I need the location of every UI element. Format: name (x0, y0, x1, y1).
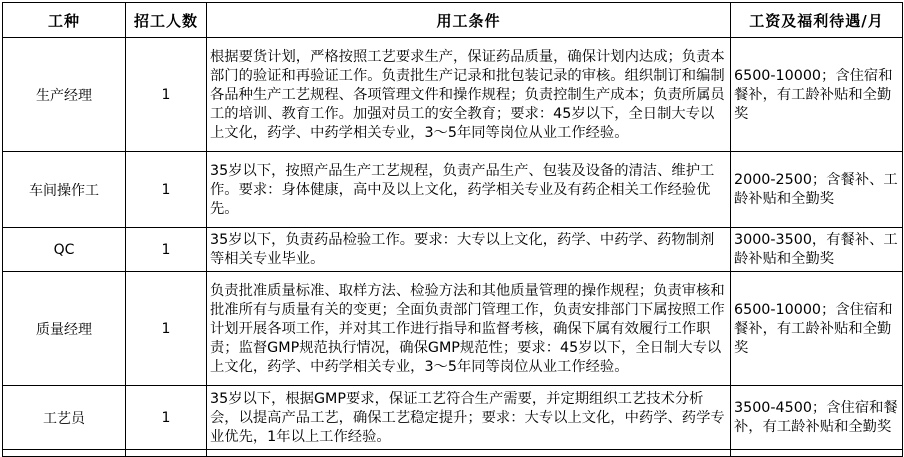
table-row (3, 386, 903, 450)
job-conditions: 35岁以下，根据GMP要求，保证工艺符合生产需要，并定期组织工艺技术分析会，以提高产品工艺，确保工艺稳定提升；要求：大专以上文化，中药学、药学专业优先，1年以上工作经验。 (207, 386, 731, 450)
table-row (3, 272, 903, 386)
table-row (3, 152, 903, 228)
table-row (3, 228, 903, 272)
job-pay: 3000-3500，有餐补、工龄补贴和全勤奖 (731, 228, 903, 272)
job-count: 1 (126, 228, 207, 272)
job-name: 工艺员 (3, 386, 126, 450)
job-pay: 2000-2500；含餐补、工龄补贴和全勤奖 (731, 152, 903, 228)
header-conditions: 用工条件 (207, 3, 731, 38)
job-count: 1 (126, 38, 207, 152)
partial-cell (207, 450, 731, 457)
job-pay: 6500-10000；含住宿和餐补，有工龄补贴和全勤奖 (731, 38, 903, 152)
job-conditions: 负责批准质量标准、取样方法、检验方法和其他质量管理的操作规程；负责审核和批准所有与质量有关的变更；全面负责部门管理工作，负责安排部门下属按照工作计划开展各项工作，并对其工作进行指导和监督考核，确保下属有效履行工作职责；监督GMP规范执行情况，确保GMP规范性；要求：45岁以下，全日制大专以上文化，药学、中药学相关专业，3～5年同等岗位从业工作经验。 (207, 272, 731, 386)
partial-cell (731, 450, 903, 457)
partial-cell (126, 450, 207, 457)
table-row (3, 38, 903, 152)
header-count: 招工人数 (126, 3, 207, 38)
job-name: QC (3, 228, 126, 272)
table-row-partial (3, 450, 903, 457)
job-pay: 6500-10000；含住宿和餐补，有工龄补贴和全勤奖 (731, 272, 903, 386)
header-pay: 工资及福利待遇/月 (731, 3, 903, 38)
job-conditions: 根据要货计划，严格按照工艺要求生产，保证药品质量，确保计划内达成；负责本部门的验证和再验证工作。负责批生产记录和批包装记录的审核。组织制订和编制各品种生产工艺规程、各项管理文件和操作规程；负责控制生产成本；负责所属员工的培训、教育工作。加强对员工的安全教育；要求：45岁以下，全日制大专以上文化，药学、中药学相关专业，3～5年同等岗位从业工作经验。 (207, 38, 731, 152)
job-name: 车间操作工 (3, 152, 126, 228)
job-name: 生产经理 (3, 38, 126, 152)
job-conditions: 35岁以下，负责药品检验工作。要求：大专以上文化，药学、中药学、药物制剂等相关专业毕业。 (207, 228, 731, 272)
job-pay: 3500-4500；含住宿和餐补，有工龄补贴和全勤奖 (731, 386, 903, 450)
job-conditions: 35岁以下，按照产品生产工艺规程，负责产品生产、包装及设备的清洁、维护工作。要求：身体健康，高中及以上文化，药学相关专业及有药企相关工作经验优先。 (207, 152, 731, 228)
header-row (3, 3, 903, 38)
job-name: 质量经理 (3, 272, 126, 386)
header-job: 工种 (3, 3, 126, 38)
recruitment-table (2, 2, 903, 457)
partial-cell (3, 450, 126, 457)
job-count: 1 (126, 386, 207, 450)
job-count: 1 (126, 152, 207, 228)
job-count: 1 (126, 272, 207, 386)
